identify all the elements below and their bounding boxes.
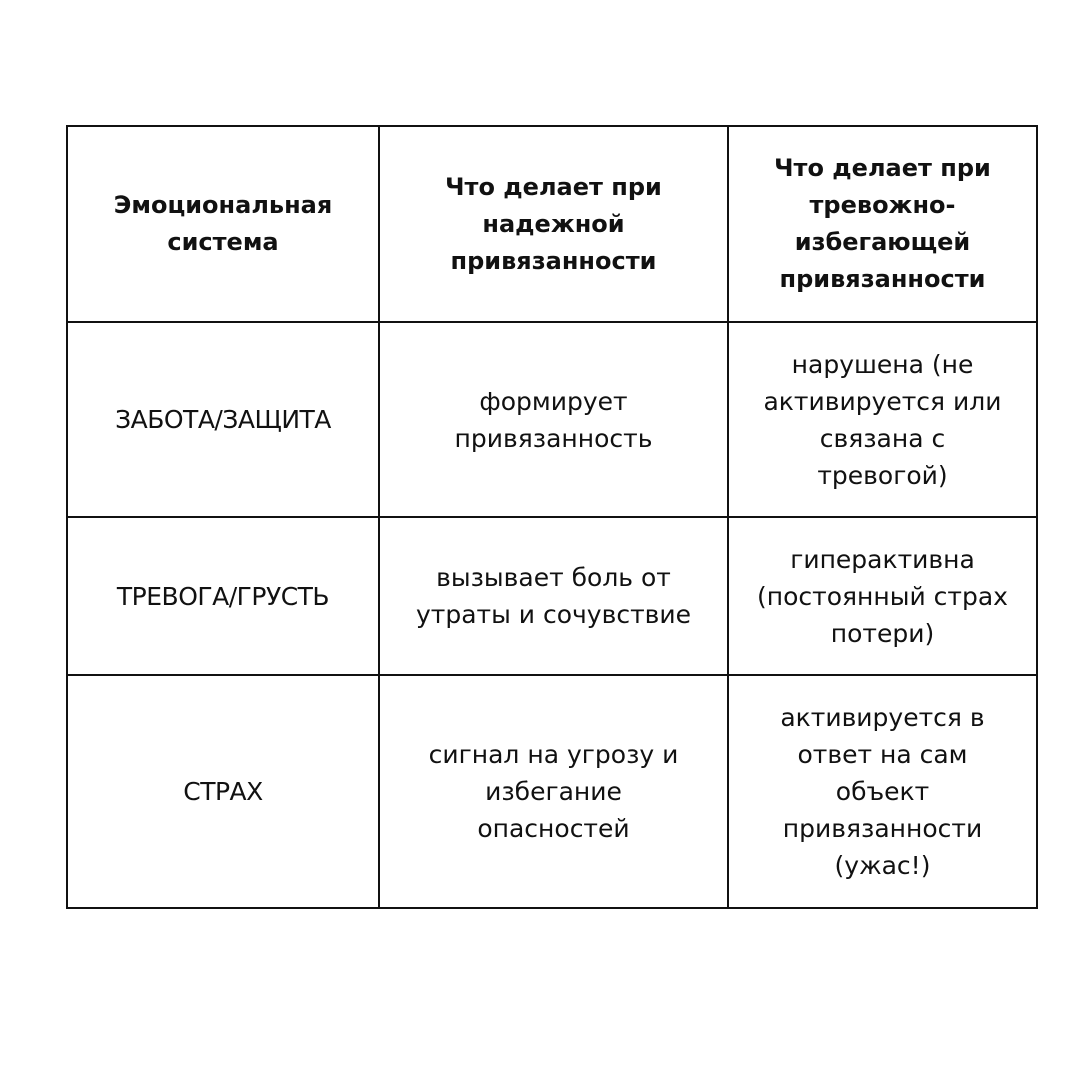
cell-secure-fear: сигнал на угрозу и избегание опасностей [379, 675, 728, 908]
table-row [67, 322, 1037, 517]
cell-anxious-care: нарушена (не активируется или связана с тревогой) [728, 322, 1037, 517]
table-header-row [67, 126, 1037, 322]
attachment-systems-table [66, 125, 1038, 909]
cell-anxious-anxiety: гиперактивна (постоянный страх потери) [728, 517, 1037, 675]
header-emotional-system: Эмоциональная система [67, 126, 379, 322]
cell-system-anxiety: ТРЕВОГА/ГРУСТЬ [67, 517, 379, 675]
header-anxious-avoidant-attachment: Что делает при тревожно- избегающей привязанности [728, 126, 1037, 322]
cell-secure-anxiety: вызывает боль от утраты и сочувствие [379, 517, 728, 675]
cell-anxious-fear: активируется в ответ на сам объект привязанности (ужас!) [728, 675, 1037, 908]
cell-system-fear: СТРАХ [67, 675, 379, 908]
cell-secure-care: формирует привязанность [379, 322, 728, 517]
table-row [67, 517, 1037, 675]
cell-system-care: ЗАБОТА/ЗАЩИТА [67, 322, 379, 517]
table-row [67, 675, 1037, 908]
header-secure-attachment: Что делает при надежной привязанности [379, 126, 728, 322]
